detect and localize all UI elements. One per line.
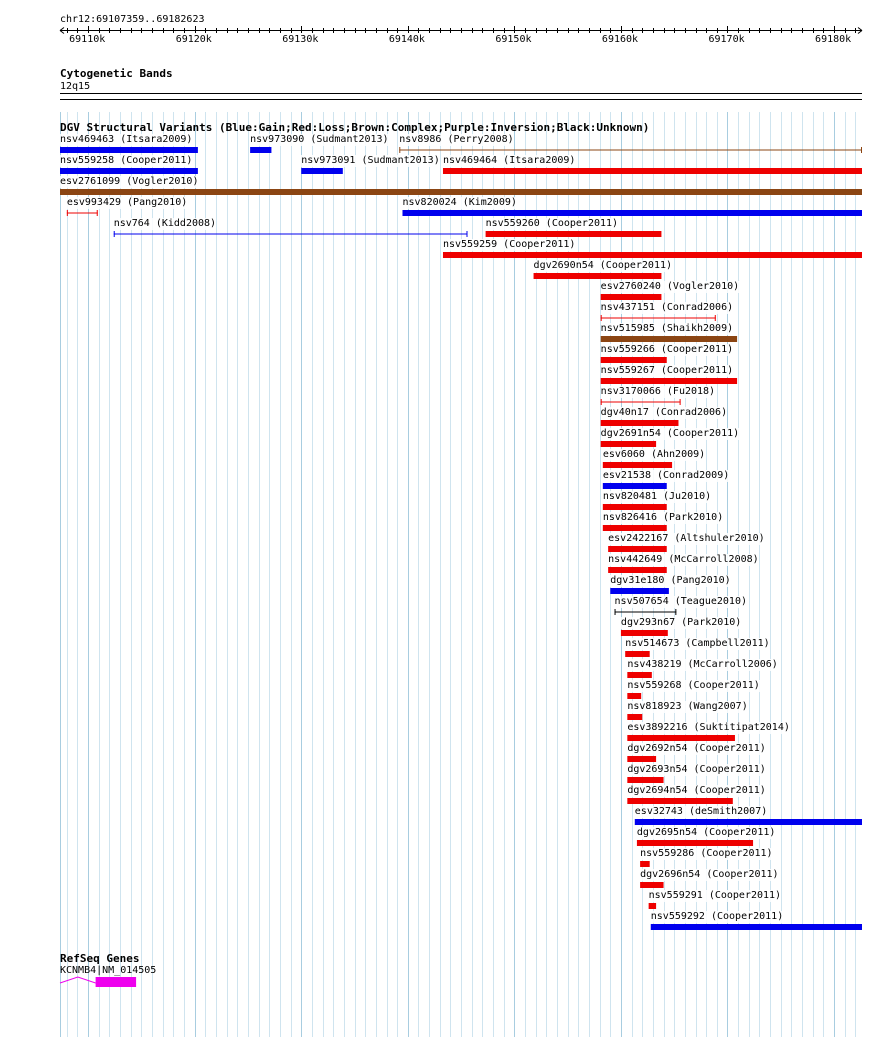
sv-feature-label[interactable]: nsv559258 (Cooper2011): [60, 155, 193, 166]
sv-feature-label[interactable]: nsv469464 (Itsara2009): [442, 155, 576, 166]
sv-feature[interactable]: [60, 189, 862, 195]
sv-feature[interactable]: [627, 714, 642, 720]
sv-feature-label[interactable]: nsv764 (Kidd2008): [113, 218, 217, 229]
sv-feature-label[interactable]: nsv469463 (Itsara2009): [60, 134, 193, 145]
sv-feature-bar: [603, 483, 667, 489]
sv-feature-label[interactable]: nsv820481 (Ju2010): [602, 491, 712, 502]
dgv-track-title: DGV Structural Variants (Blue:Gain;Red:Loss;Brown:Complex;Purple:Inversion;Black:Unknown): [60, 121, 650, 134]
sv-feature-bar: [649, 903, 656, 909]
sv-feature[interactable]: [635, 819, 862, 825]
sv-feature-label[interactable]: nsv514673 (Campbell2011): [625, 638, 770, 649]
sv-feature-label[interactable]: dgv31e180 (Pang2010): [610, 575, 731, 586]
sv-feature-bar: [621, 630, 668, 636]
sv-feature-bar: [651, 924, 862, 930]
sv-feature-bar: [627, 798, 732, 804]
sv-feature[interactable]: [627, 756, 656, 762]
sv-feature-label[interactable]: dgv2690n54 (Cooper2011): [533, 260, 673, 271]
sv-feature[interactable]: [601, 399, 681, 405]
sv-feature[interactable]: [603, 483, 667, 489]
sv-feature[interactable]: [603, 525, 667, 531]
sv-feature[interactable]: [603, 462, 672, 468]
sv-feature[interactable]: [627, 777, 663, 783]
sv-feature[interactable]: [608, 546, 667, 552]
region-coordinates: chr12:69107359..69182623: [60, 14, 205, 25]
sv-feature[interactable]: [651, 924, 862, 930]
sv-feature-label[interactable]: dgv2693n54 (Cooper2011): [627, 764, 766, 775]
sv-feature-label[interactable]: nsv973091 (Sudmant2013): [301, 155, 440, 166]
sv-feature-label[interactable]: dgv293n67 (Park2010): [620, 617, 742, 628]
sv-feature-bar: [603, 462, 672, 468]
ruler-tick-label: 69160k: [601, 34, 639, 45]
sv-feature-label[interactable]: nsv438219 (McCarroll2006): [627, 659, 778, 670]
sv-feature-label[interactable]: dgv2694n54 (Cooper2011): [627, 785, 766, 796]
sv-feature-label[interactable]: nsv3170066 (Fu2018): [600, 386, 716, 397]
sv-feature[interactable]: [399, 147, 862, 153]
sv-feature-label[interactable]: nsv559268 (Cooper2011): [627, 680, 760, 691]
ruler-tick-label: 69110k: [69, 34, 106, 45]
sv-feature-label[interactable]: nsv973090 (Sudmant2013): [250, 134, 389, 145]
sv-feature-bar: [627, 735, 735, 741]
refseq-gene[interactable]: [60, 977, 136, 987]
sv-feature-bar: [610, 588, 669, 594]
sv-feature[interactable]: [637, 840, 753, 846]
ruler-tick-label: 69170k: [708, 34, 745, 45]
sv-feature-label[interactable]: nsv442649 (McCarroll2008): [608, 554, 759, 565]
sv-feature[interactable]: [627, 672, 652, 678]
sv-feature[interactable]: [640, 861, 650, 867]
sv-feature-bar: [627, 756, 656, 762]
sv-feature-label[interactable]: nsv507654 (Teague2010): [614, 596, 747, 607]
sv-feature[interactable]: [486, 231, 662, 237]
sv-feature-bar: [627, 777, 663, 783]
sv-feature-label[interactable]: nsv559286 (Cooper2011): [640, 848, 773, 859]
sv-feature-label[interactable]: nsv559291 (Cooper2011): [648, 890, 782, 901]
sv-feature[interactable]: [610, 588, 669, 594]
sv-feature-bar: [601, 441, 656, 447]
sv-feature[interactable]: [649, 903, 656, 909]
sv-feature-label[interactable]: nsv559260 (Cooper2011): [485, 218, 619, 229]
ruler-tick-label: 69130k: [282, 34, 319, 45]
sv-feature-bar: [250, 147, 271, 153]
sv-feature-label[interactable]: dgv2696n54 (Cooper2011): [640, 869, 779, 880]
sv-feature-label[interactable]: esv21538 (Conrad2009): [602, 470, 730, 481]
sv-feature-bar: [60, 189, 862, 195]
sv-feature-bar: [640, 882, 663, 888]
sv-feature[interactable]: [603, 504, 667, 510]
sv-feature-bar: [603, 525, 667, 531]
sv-feature-bar: [603, 504, 667, 510]
sv-feature[interactable]: [443, 168, 862, 174]
sv-feature[interactable]: [627, 798, 732, 804]
sv-feature-bar: [601, 357, 667, 363]
sv-feature[interactable]: [601, 357, 667, 363]
sv-feature[interactable]: [534, 273, 662, 279]
refseq-intron: [60, 977, 96, 983]
sv-feature-label[interactable]: nsv559292 (Cooper2011): [650, 911, 784, 922]
sv-feature-bar: [601, 336, 737, 342]
sv-feature-bar: [625, 651, 650, 657]
sv-feature-label[interactable]: nsv826416 (Park2010): [602, 512, 724, 523]
sv-feature-bar: [637, 840, 753, 846]
sv-feature-label[interactable]: esv2422167 (Altshuler2010): [608, 533, 765, 544]
sv-feature[interactable]: [601, 294, 662, 300]
sv-feature-bar: [402, 210, 862, 216]
sv-feature-bar: [635, 819, 862, 825]
sv-feature-bar: [443, 168, 862, 174]
sv-feature-label[interactable]: nsv437151 (Conrad2006): [600, 302, 734, 313]
ruler-tick-label: 69180k: [815, 34, 852, 45]
refseq-track-title: RefSeq Genes: [60, 952, 140, 965]
sv-feature-label[interactable]: esv2761099 (Vogler2010): [60, 176, 199, 187]
sv-feature-bar: [601, 294, 662, 300]
sv-feature[interactable]: [601, 378, 737, 384]
sv-feature-label[interactable]: nsv559267 (Cooper2011): [600, 365, 734, 376]
sv-feature-label[interactable]: esv3892216 (Suktitipat2014): [627, 722, 790, 733]
sv-feature-bar: [627, 693, 641, 699]
sv-feature-label[interactable]: esv6060 (Ahn2009): [602, 449, 706, 460]
sv-feature[interactable]: [60, 168, 198, 174]
sv-feature-bar: [627, 714, 642, 720]
sv-feature-label[interactable]: nsv818923 (Wang2007): [627, 701, 748, 712]
sv-feature-label[interactable]: nsv559266 (Cooper2011): [600, 344, 734, 355]
ruler-tick-label: 69150k: [495, 34, 532, 45]
sv-feature-label[interactable]: esv32743 (deSmith2007): [634, 806, 768, 817]
sv-feature[interactable]: [601, 441, 656, 447]
sv-feature-bar: [60, 168, 198, 174]
sv-feature-label[interactable]: nsv515985 (Shaikh2009): [600, 323, 734, 334]
sv-feature-label[interactable]: dgv2692n54 (Cooper2011): [627, 743, 766, 754]
ruler-tick-label: 69120k: [175, 34, 212, 45]
sv-feature[interactable]: [608, 567, 667, 573]
sv-feature[interactable]: [443, 252, 862, 258]
sv-feature-label[interactable]: dgv2695n54 (Cooper2011): [636, 827, 776, 838]
ruler-tick-label: 69140k: [388, 34, 425, 45]
sv-feature-label[interactable]: nsv8986 (Perry2008): [399, 134, 514, 145]
sv-feature[interactable]: [601, 420, 679, 426]
sv-feature[interactable]: [60, 147, 198, 153]
sv-feature-bar: [601, 378, 737, 384]
sv-feature-bar: [443, 252, 862, 258]
sv-feature[interactable]: [402, 210, 862, 216]
sv-feature-label[interactable]: nsv820024 (Kim2009): [402, 197, 517, 208]
sv-feature-bar: [534, 273, 662, 279]
sv-feature[interactable]: [601, 336, 737, 342]
sv-feature[interactable]: [301, 168, 343, 174]
refseq-gene-label[interactable]: KCNMB4|NM_014505: [60, 965, 157, 976]
sv-feature[interactable]: [67, 210, 98, 216]
sv-feature[interactable]: [627, 693, 641, 699]
sv-feature-label[interactable]: dgv2691n54 (Cooper2011): [600, 428, 740, 439]
sv-feature[interactable]: [250, 147, 271, 153]
sv-feature[interactable]: [601, 315, 716, 321]
cytoband-label: 12q15: [60, 81, 91, 92]
sv-feature-bar: [301, 168, 343, 174]
sv-feature-bar: [486, 231, 662, 237]
sv-feature-label[interactable]: esv2760240 (Vogler2010): [600, 281, 740, 292]
sv-feature-bar: [627, 672, 652, 678]
sv-feature[interactable]: [615, 609, 677, 615]
sv-feature-bar: [601, 420, 679, 426]
sv-feature-label[interactable]: dgv40n17 (Conrad2006): [600, 407, 728, 418]
sv-feature[interactable]: [621, 630, 668, 636]
sv-feature-bar: [640, 861, 650, 867]
sv-feature-bar: [608, 567, 667, 573]
sv-feature-bar: [608, 546, 667, 552]
sv-feature[interactable]: [627, 735, 735, 741]
sv-feature-bar: [60, 147, 198, 153]
sv-feature[interactable]: [640, 882, 663, 888]
sv-feature[interactable]: [114, 231, 468, 237]
sv-feature-label[interactable]: nsv559259 (Cooper2011): [442, 239, 576, 250]
sv-feature[interactable]: [625, 651, 650, 657]
refseq-exon: [96, 977, 136, 987]
sv-feature-label[interactable]: esv993429 (Pang2010): [66, 197, 188, 208]
cytoband-track-title: Cytogenetic Bands: [60, 67, 173, 80]
